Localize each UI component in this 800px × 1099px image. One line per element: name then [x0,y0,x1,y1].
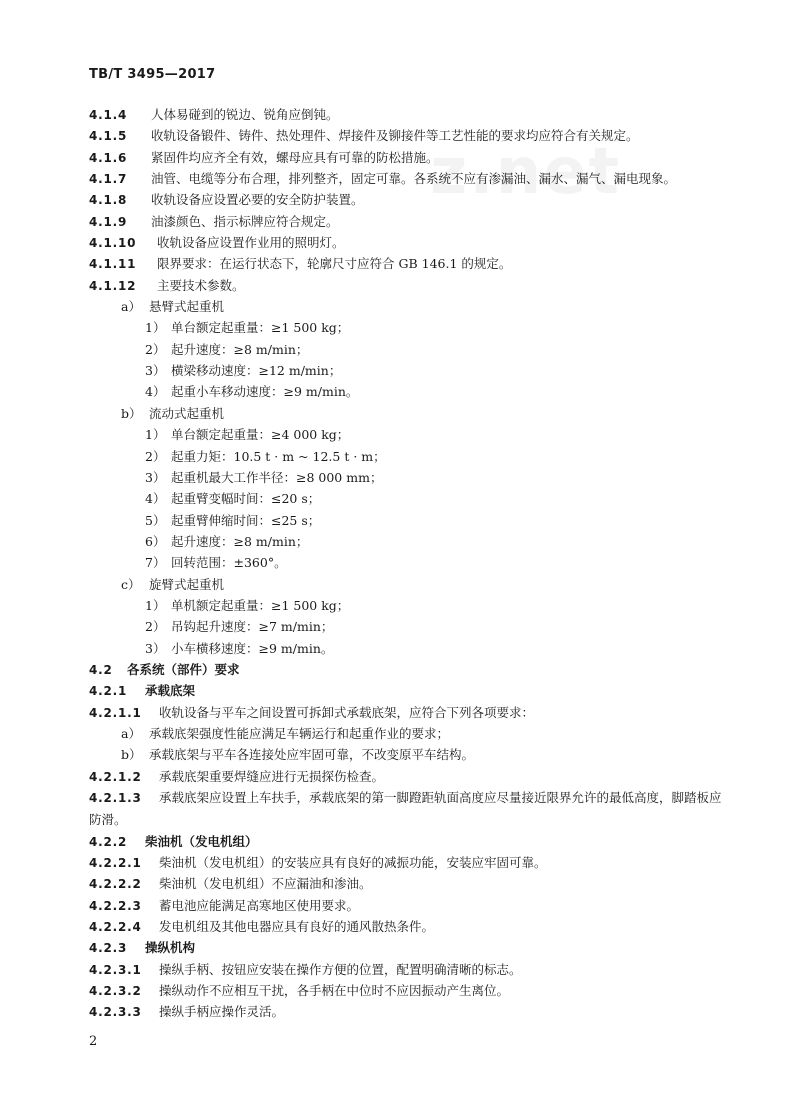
list-item-text: 起重臂伸缩时间：≤25 s； [171,512,321,528]
clause-4-2-3-3 [89,1001,729,1022]
clause-number: 4.2.2 [89,834,128,849]
clause-number: 4.1.9 [89,214,128,229]
clause-text: 收轨设备锻件、铸件、热处理件、焊接件及铆接件等工艺性能的要求均应符合有关规定。 [151,128,639,144]
clause-number: 4.1.7 [89,172,128,187]
list-marker: 2） [145,619,166,635]
list-marker: 2） [145,448,166,464]
clause-text: 人体易碰到的锐边、锐角应倒钝。 [151,107,339,122]
clause-4-2-3-1 [89,959,729,980]
clause-text: 操纵手柄、按钮应安装在操作方便的位置，配置明确清晰的标志。 [159,961,522,977]
heading-text: 各系统（部件）要求 [127,661,240,677]
list-marker: 1） [145,320,166,336]
heading-text: 承载底架 [145,683,196,699]
list-item-c [89,574,729,595]
list-item-c-1 [89,595,729,616]
clause-number: 4.1.8 [89,193,128,208]
list-item-b-2 [89,446,729,467]
clause-text: 操纵动作不应相互干扰，各手柄在中位时不应因振动产生离位。 [159,983,510,999]
clause-number: 4.2.2.2 [89,877,142,892]
clause-4-2-1-2 [89,766,729,787]
clause-number: 4.1.10 [89,236,137,251]
clause-text: 发电机组及其他电器应具有良好的通风散热条件。 [159,919,435,935]
clause-text: 蓄电池应能满足高寒地区使用要求。 [159,897,360,913]
list-item-text: 起重臂变幅时间：≤20 s； [171,491,321,507]
clause-number: 4.2.1 [89,684,128,699]
clause-4-1-7 [89,168,729,189]
list-marker: 3） [145,363,166,379]
clause-4-1-6 [89,147,729,168]
list-item-b-7 [89,552,729,573]
list-item-text: 小车横移速度：≥9 m/min。 [171,640,334,656]
section-heading-4-2-2 [89,831,729,852]
clause-4-2-1-3 [89,787,729,831]
list-item-4-2-1-1-a [89,723,729,744]
list-item-a-1 [89,317,729,338]
clause-text: 紧固件均应齐全有效，螺母应具有可靠的防松措施。 [151,149,439,165]
list-marker: b） [121,405,142,421]
clause-4-2-2-3 [89,895,729,916]
clause-text: 收轨设备与平车之间设置可拆卸式承载底架，应符合下列各项要求： [159,704,535,720]
clause-text: 收轨设备应设置作业用的照明灯。 [157,235,345,251]
list-item-text: 起重小车移动速度：≥9 m/min。 [171,384,359,400]
list-item-text: 旋臂式起重机 [149,576,225,592]
clause-number: 4.2.3.3 [89,1005,142,1020]
list-item-b-6 [89,531,729,552]
list-item-b-5 [89,510,729,531]
list-marker: 3） [145,640,166,656]
list-marker: 3） [145,469,166,485]
list-item-text: 单台额定起重量：≥4 000 kg； [171,427,350,443]
list-item-b-1 [89,424,729,445]
clause-text: 油管、电缆等分布合理，排列整齐，固定可靠。各系统不应有渗漏油、漏水、漏气、漏电现象。 [151,171,677,187]
clause-4-1-11 [89,253,729,274]
clause-number: 4.2.1.1 [89,705,142,720]
clause-4-1-12 [89,275,729,296]
clause-text: 承载底架应设置上车扶手，承载底架的第一脚蹬距轨面高度应尽量接近限界允许的最低高度，脚踏板应防滑。 [89,790,722,828]
list-item-a-3 [89,360,729,381]
list-marker: 7） [145,555,166,571]
clause-4-2-1-1 [89,702,729,723]
clause-4-2-3-2 [89,980,729,1001]
list-item-4-2-1-1-b [89,744,729,765]
clause-4-1-4 [89,104,729,125]
list-item-text: 承载底架与平车各连接处应牢固可靠，不改变原平车结构。 [149,747,475,763]
list-item-a-4 [89,381,729,402]
clause-text: 承载底架重要焊缝应进行无损探伤检查。 [159,768,385,784]
list-item-text: 悬臂式起重机 [149,299,225,315]
list-item-c-2 [89,616,729,637]
list-item-b-3 [89,467,729,488]
list-item-text: 承载底架强度性能应满足车辆运行和起重作业的要求； [149,725,450,741]
clause-text: 操纵手柄应操作灵活。 [159,1004,285,1020]
list-marker: 4） [145,491,166,507]
list-marker: 1） [145,427,166,443]
clause-text: 油漆颜色、指示标牌应符合规定。 [151,213,339,229]
clause-4-1-9 [89,211,729,232]
list-item-text: 单台额定起重量：≥1 500 kg； [171,320,350,336]
list-item-text: 回转范围：±360°。 [171,555,287,571]
section-heading-4-2 [89,659,729,680]
clause-number: 4.2.1.3 [89,791,142,805]
clause-4-1-10 [89,232,729,253]
list-marker: a） [121,299,141,315]
document-body [89,104,729,1023]
clause-number: 4.2.3.2 [89,984,142,999]
list-marker: 4） [145,384,166,400]
page-number: 2 [89,1034,98,1049]
list-marker: a） [121,725,141,741]
clause-number: 4.2 [89,662,113,677]
list-marker: c） [121,576,141,592]
clause-number: 4.2.3 [89,941,128,956]
clause-number: 4.2.2.4 [89,920,142,935]
list-item-b-4 [89,488,729,509]
list-item-text: 单机额定起重量：≥1 500 kg； [171,597,350,613]
clause-number: 4.1.6 [89,150,128,165]
clause-number: 4.2.1.2 [89,769,142,784]
list-item-text: 起重机最大工作半径：≥8 000 mm； [171,469,383,485]
list-item-text: 吊钩起升速度：≥7 m/min； [171,619,334,635]
list-item-text: 起升速度：≥8 m/min； [171,533,309,549]
list-item-b [89,403,729,424]
list-item-text: 流动式起重机 [149,405,225,421]
clause-4-1-5 [89,125,729,146]
list-marker: 1） [145,597,166,613]
list-item-text: 横梁移动速度：≥12 m/min； [171,363,342,379]
clause-number: 4.1.12 [89,278,137,293]
section-heading-4-2-1 [89,680,729,701]
clause-4-1-8 [89,189,729,210]
clause-4-2-2-2 [89,873,729,894]
list-item-c-3 [89,638,729,659]
clause-text: 柴油机（发电机组）不应漏油和渗油。 [159,876,372,892]
clause-text: 柴油机（发电机组）的安装应具有良好的减振功能，安装应牢固可靠。 [159,855,547,871]
clause-text: 主要技术参数。 [157,277,245,293]
list-item-text: 起重力矩：10.5 t · m ~ 12.5 t · m； [171,448,386,464]
list-item-a [89,296,729,317]
list-marker: 2） [145,341,166,357]
list-marker: 6） [145,533,166,549]
clause-text: 收轨设备应设置必要的安全防护装置。 [151,192,364,208]
clause-number: 4.1.5 [89,129,128,144]
document-id-header: TB/T 3495—2017 [89,67,216,82]
clause-4-2-2-4 [89,916,729,937]
list-item-a-2 [89,339,729,360]
list-marker: 5） [145,512,166,528]
clause-text: 限界要求：在运行状态下，轮廓尺寸应符合 GB 146.1 的规定。 [157,256,512,272]
clause-number: 4.2.3.1 [89,962,142,977]
clause-number: 4.1.11 [89,257,137,272]
clause-4-2-2-1 [89,852,729,873]
clause-number: 4.1.4 [89,108,128,122]
heading-text: 操纵机构 [145,940,196,956]
clause-number: 4.2.2.1 [89,856,142,871]
list-marker: b） [121,747,142,763]
heading-text: 柴油机（发电机组） [145,833,258,849]
section-heading-4-2-3 [89,937,729,958]
list-item-text: 起升速度：≥8 m/min； [171,341,309,357]
clause-number: 4.2.2.3 [89,898,142,913]
